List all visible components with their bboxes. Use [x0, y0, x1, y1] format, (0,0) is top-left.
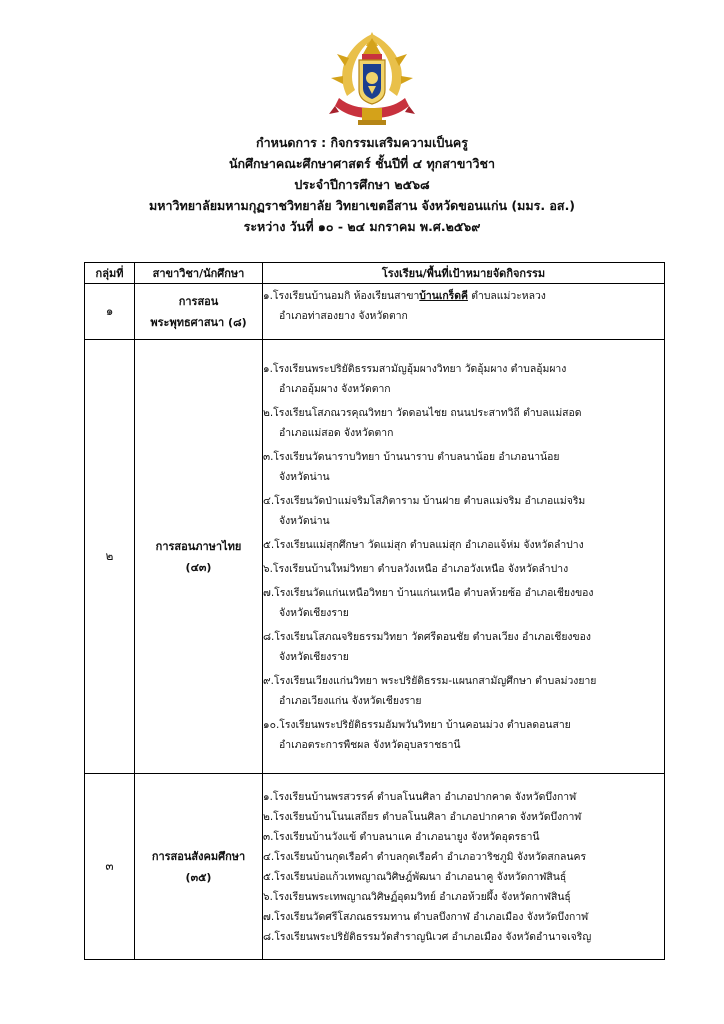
- school-item: ๗.โรงเรียนวัดศรีโสภณธรรมทาน ตำบลบึงกาฬ อำเภอเมือง จังหวัดบึงกาฬ: [263, 910, 589, 923]
- heading-title: กำหนดการ : กิจกรรมเสริมความเป็นครู: [256, 135, 468, 150]
- school-item-text: ตำบลแม่วะหลวง: [467, 290, 546, 302]
- school-item-text: อำเภอเวียงแก่น จังหวัดเชียงราย: [279, 694, 422, 707]
- subject-count: (๓๕): [185, 870, 212, 884]
- school-item-text: ๓.โรงเรียนวัดนาราบวิทยา บ้านนาราบ ตำบลนาน้อย อำเภอนาน้อย: [263, 450, 560, 463]
- subject-name: การสอนภาษาไทย: [155, 539, 242, 553]
- school-item: ๑.โรงเรียนบ้านพรสวรรค์ ตำบลโนนศิลา อำเภอปากคาด จังหวัดบึงกาฬ: [263, 790, 577, 803]
- group-number: ๒: [85, 340, 135, 774]
- school-item: [263, 491, 664, 531]
- column-header-group: กลุ่มที่: [85, 263, 135, 284]
- school-item-text: จังหวัดน่าน: [279, 514, 330, 527]
- school-item-text: ๑๐.โรงเรียนพระปริยัติธรรมอัมพวันวิทยา บ้านคอนม่วง ตำบลดอนสาย: [263, 718, 571, 731]
- school-list: [263, 284, 665, 340]
- school-item-text: ๒.โรงเรียนโสภณวรคุณวิทยา วัดดอนไชย ถนนประสาทวิถี ตำบลแม่สอด: [263, 406, 582, 419]
- table-header-row: [85, 263, 665, 284]
- university-seal-logo: [329, 28, 415, 128]
- school-item-text: ๑.โรงเรียนบ้านอมกิ ห้องเรียนสาขา: [263, 290, 420, 302]
- school-item: ๓.โรงเรียนบ้านวังแข้ ตำบลนาแค อำเภอนายูง จังหวัดอุดรธานี: [263, 830, 540, 843]
- school-item-text: ๗.โรงเรียนวัดแก่นเหนือวิทยา บ้านแก่นเหนือ ตำบลห้วยซ้อ อำเภอเชียงของ: [263, 586, 594, 599]
- subject-cell: [135, 340, 263, 774]
- school-item: [263, 286, 664, 326]
- schedule-table: [84, 262, 665, 960]
- table-row: [85, 284, 665, 340]
- school-item: ๕.โรงเรียนบ่อแก้วเทพญาณวิศิษฎ์พัฒนา อำเภอนาคู จังหวัดกาฬสินธุ์: [263, 870, 567, 883]
- column-header-subject: สาขาวิชา/นักศึกษา: [135, 263, 263, 284]
- school-item-text: อำเภอท่าสองยาง จังหวัดตาก: [279, 310, 408, 322]
- school-item-text: จังหวัดเชียงราย: [279, 650, 349, 663]
- school-item: ๒.โรงเรียนบ้านโนนเสถียร ตำบลโนนศิลา อำเภอปากคาด จังหวัดบึงกาฬ: [263, 810, 582, 823]
- school-item-text: จังหวัดน่าน: [279, 470, 330, 483]
- school-item: [263, 447, 664, 487]
- school-item: ๖.โรงเรียนพระเทพญาณวิศิษฏ์อุดมวิทย์ อำเภอห้วยผึ้ง จังหวัดกาฬสินธุ์: [263, 890, 571, 903]
- group-number: ๓: [85, 774, 135, 960]
- school-item: [263, 715, 664, 755]
- school-item-text: ๙.โรงเรียนเวียงแก่นวิทยา พระปริยัติธรรม-แผนกสามัญศึกษา ตำบลม่วงยาย: [263, 674, 597, 687]
- school-item-text: อำเภอแม่สอด จังหวัดตาก: [279, 426, 394, 439]
- school-item: [263, 583, 664, 623]
- school-item: ๔.โรงเรียนบ้านกุดเรือคำ ตำบลกุดเรือคำ อำเภอวาริชภูมิ จังหวัดสกลนคร: [263, 850, 587, 863]
- school-item: [263, 671, 664, 711]
- subject-name: การสอน: [178, 294, 219, 308]
- school-item: [263, 403, 664, 443]
- group-number: ๑: [85, 284, 135, 340]
- school-list: [263, 774, 665, 960]
- school-item-text: จังหวัดเชียงราย: [279, 606, 349, 619]
- school-item-text: ๖.โรงเรียนบ้านใหม่วิทยา ตำบลวังเหนือ อำเภอวังเหนือ จังหวัดลำปาง: [263, 562, 569, 575]
- heading-date-range: ระหว่าง วันที่ ๑๐ - ๒๔ มกราคม พ.ศ.๒๕๖๙: [243, 219, 481, 234]
- table-row: [85, 340, 665, 774]
- school-item-text: อำเภออุ้มผาง จังหวัดตาก: [279, 382, 391, 395]
- heading-academic-year: ประจำปีการศึกษา ๒๕๖๘: [294, 177, 430, 192]
- school-list: [263, 340, 665, 774]
- school-item: [263, 535, 664, 555]
- school-item-text: ๘.โรงเรียนโสภณจริยธรรมวิทยา วัดศรีดอนชัย ตำบลเวียง อำเภอเชียงของ: [263, 630, 591, 643]
- heading-students: นักศึกษาคณะศึกษาศาสตร์ ชั้นปีที่ ๔ ทุกสาขาวิชา: [229, 156, 495, 171]
- subject-count: (๔๓): [185, 560, 212, 574]
- column-header-schools: โรงเรียน/พื้นที่เป้าหมายจัดกิจกรรม: [263, 263, 665, 284]
- table-row: [85, 774, 665, 960]
- subject-cell: [135, 774, 263, 960]
- document-heading: [0, 132, 724, 237]
- school-item-text: ๑.โรงเรียนพระปริยัติธรรมสามัญอุ้มผางวิทยา วัดอุ้มผาง ตำบลอุ้มผาง: [263, 362, 567, 375]
- school-item: [263, 559, 664, 579]
- school-item: [263, 627, 664, 667]
- subject-name-line2: พระพุทธศาสนา (๘): [150, 315, 247, 329]
- school-item-text: อำเภอตระการพืชผล จังหวัดอุบลราชธานี: [279, 738, 461, 751]
- school-item: [263, 359, 664, 399]
- subject-cell: [135, 284, 263, 340]
- school-item-text: ๔.โรงเรียนวัดป่าแม่จริมโสภิตาราม บ้านฝาย ตำบลแม่จริม อำเภอแม่จริม: [263, 494, 586, 507]
- school-item-text: ๕.โรงเรียนแม่สุกศึกษา วัดแม่สุก ตำบลแม่สุก อำเภอแจ้ห่ม จังหวัดลำปาง: [263, 538, 584, 551]
- subject-name: การสอนสังคมศึกษา: [151, 849, 246, 863]
- school-item: ๘.โรงเรียนพระปริยัติธรรมวัดสำราญนิเวศ อำเภอเมือง จังหวัดอำนาจเจริญ: [263, 930, 592, 943]
- heading-university: มหาวิทยาลัยมหามกุฏราชวิทยาลัย วิทยาเขตอีสาน จังหวัดขอนแก่น (มมร. อส.): [148, 198, 576, 213]
- school-branch-highlight: บ้านเกร็ดคี: [419, 290, 468, 302]
